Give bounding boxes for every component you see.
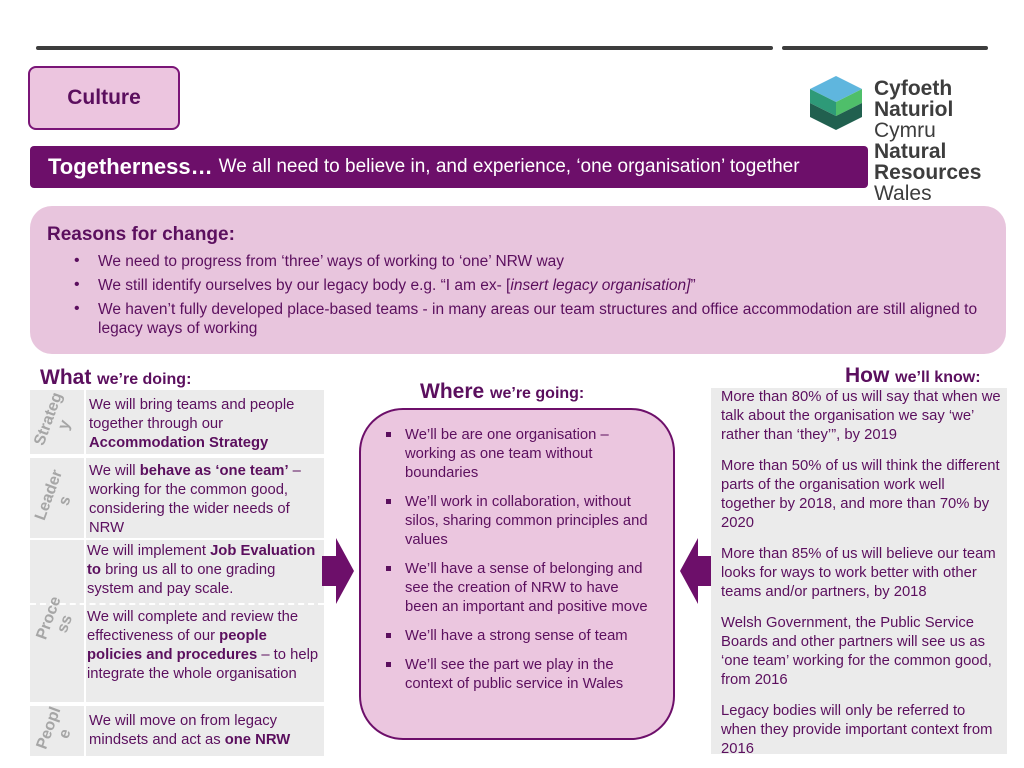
how-heading: How we’ll know: (845, 364, 981, 387)
reason-item: • We haven’t fully developed place-based teams - in many areas our team structures and office accommodation are still aligned to legacy ways of working (98, 300, 988, 338)
what-heading: What we’re doing: (40, 366, 192, 389)
top-rule-right (782, 46, 988, 50)
where-item: We’ll work in collaboration, without silos, sharing common principles and values (405, 493, 655, 550)
logo-line-5: Resources (874, 161, 982, 184)
where-list (383, 426, 655, 694)
label-leaders: Leader s (32, 467, 75, 523)
logo-line-1: Cyfoeth (874, 77, 953, 100)
logo-line-6: Wales (874, 182, 932, 205)
arrow-right-icon (322, 538, 354, 604)
how-panel (711, 388, 1007, 757)
where-panel (359, 408, 675, 740)
leaders-text: We will behave as ‘one team’ – working for the common good, considering the wider needs of NRW (89, 463, 301, 536)
how-item: More than 80% of us will say that when we talk about the organisation we say ‘we’ rather than ‘they’”, by 2019 (721, 389, 1001, 443)
reasons-panel (30, 206, 1006, 354)
people-text: We will move on from legacy mindsets and act as one NRW (89, 713, 291, 748)
where-item: We’ll have a sense of belonging and see the creation of NRW to have been an important and positive move (405, 560, 655, 617)
reasons-list (47, 252, 988, 338)
label-people: Peopl e (33, 704, 75, 752)
reason-item: • We need to progress from ‘three’ ways of working to ‘one’ NRW way (98, 252, 988, 271)
logo-line-2: Naturiol (874, 98, 954, 121)
nrw-logo-icon (808, 76, 864, 130)
logo-line-3: Cymru (874, 119, 936, 142)
banner-text: We all need to believe in, and experience, ‘one organisation’ together (218, 156, 800, 177)
where-item: We’ll see the part we play in the context of public service in Wales (405, 656, 655, 694)
logo-wordmark (874, 78, 981, 204)
culture-tab: Culture (28, 66, 180, 130)
how-item: Legacy bodies will only be referred to when they provide important context from 2016 (721, 703, 993, 757)
how-item: More than 50% of us will think the different parts of the organisation work well together by 2018, and more than 70% by 2020 (721, 458, 1000, 531)
where-item: We’ll have a strong sense of team (405, 627, 655, 646)
process-text-2: We will complete and review the effectiveness of our people policies and procedures – to help integrate the whole organisation (87, 609, 319, 682)
arrow-left-icon (680, 538, 712, 604)
where-heading: Where we’re going: (420, 380, 585, 403)
how-item: Welsh Government, the Public Service Boards and other partners will see us as ‘one team’ working for the common good, from 2016 (721, 615, 992, 688)
strategy-text: We will bring teams and people together through our Accommodation Strategy (89, 397, 295, 451)
reasons-title: Reasons for change: (47, 224, 235, 245)
togetherness-banner (30, 146, 868, 188)
reason-item: • We still identify ourselves by our legacy body e.g. “I am ex- [insert legacy organisation]” (98, 276, 988, 295)
process-text-1: We will implement Job Evaluation to bring us all to one grading system and pay scale. (87, 543, 316, 597)
banner-bold: Togetherness… (48, 154, 213, 179)
label-strategy: Strateg y (31, 390, 75, 448)
top-rule-left (36, 46, 773, 50)
logo-line-4: Natural (874, 140, 947, 163)
how-item: More than 85% of us will believe our team looks for ways to work better with other teams and/or partners, by 2018 (721, 546, 996, 600)
where-item: We’ll be are one organisation – working as one team without boundaries (405, 426, 655, 483)
label-column-divider (84, 390, 86, 756)
label-process: Proce ss (33, 594, 77, 642)
